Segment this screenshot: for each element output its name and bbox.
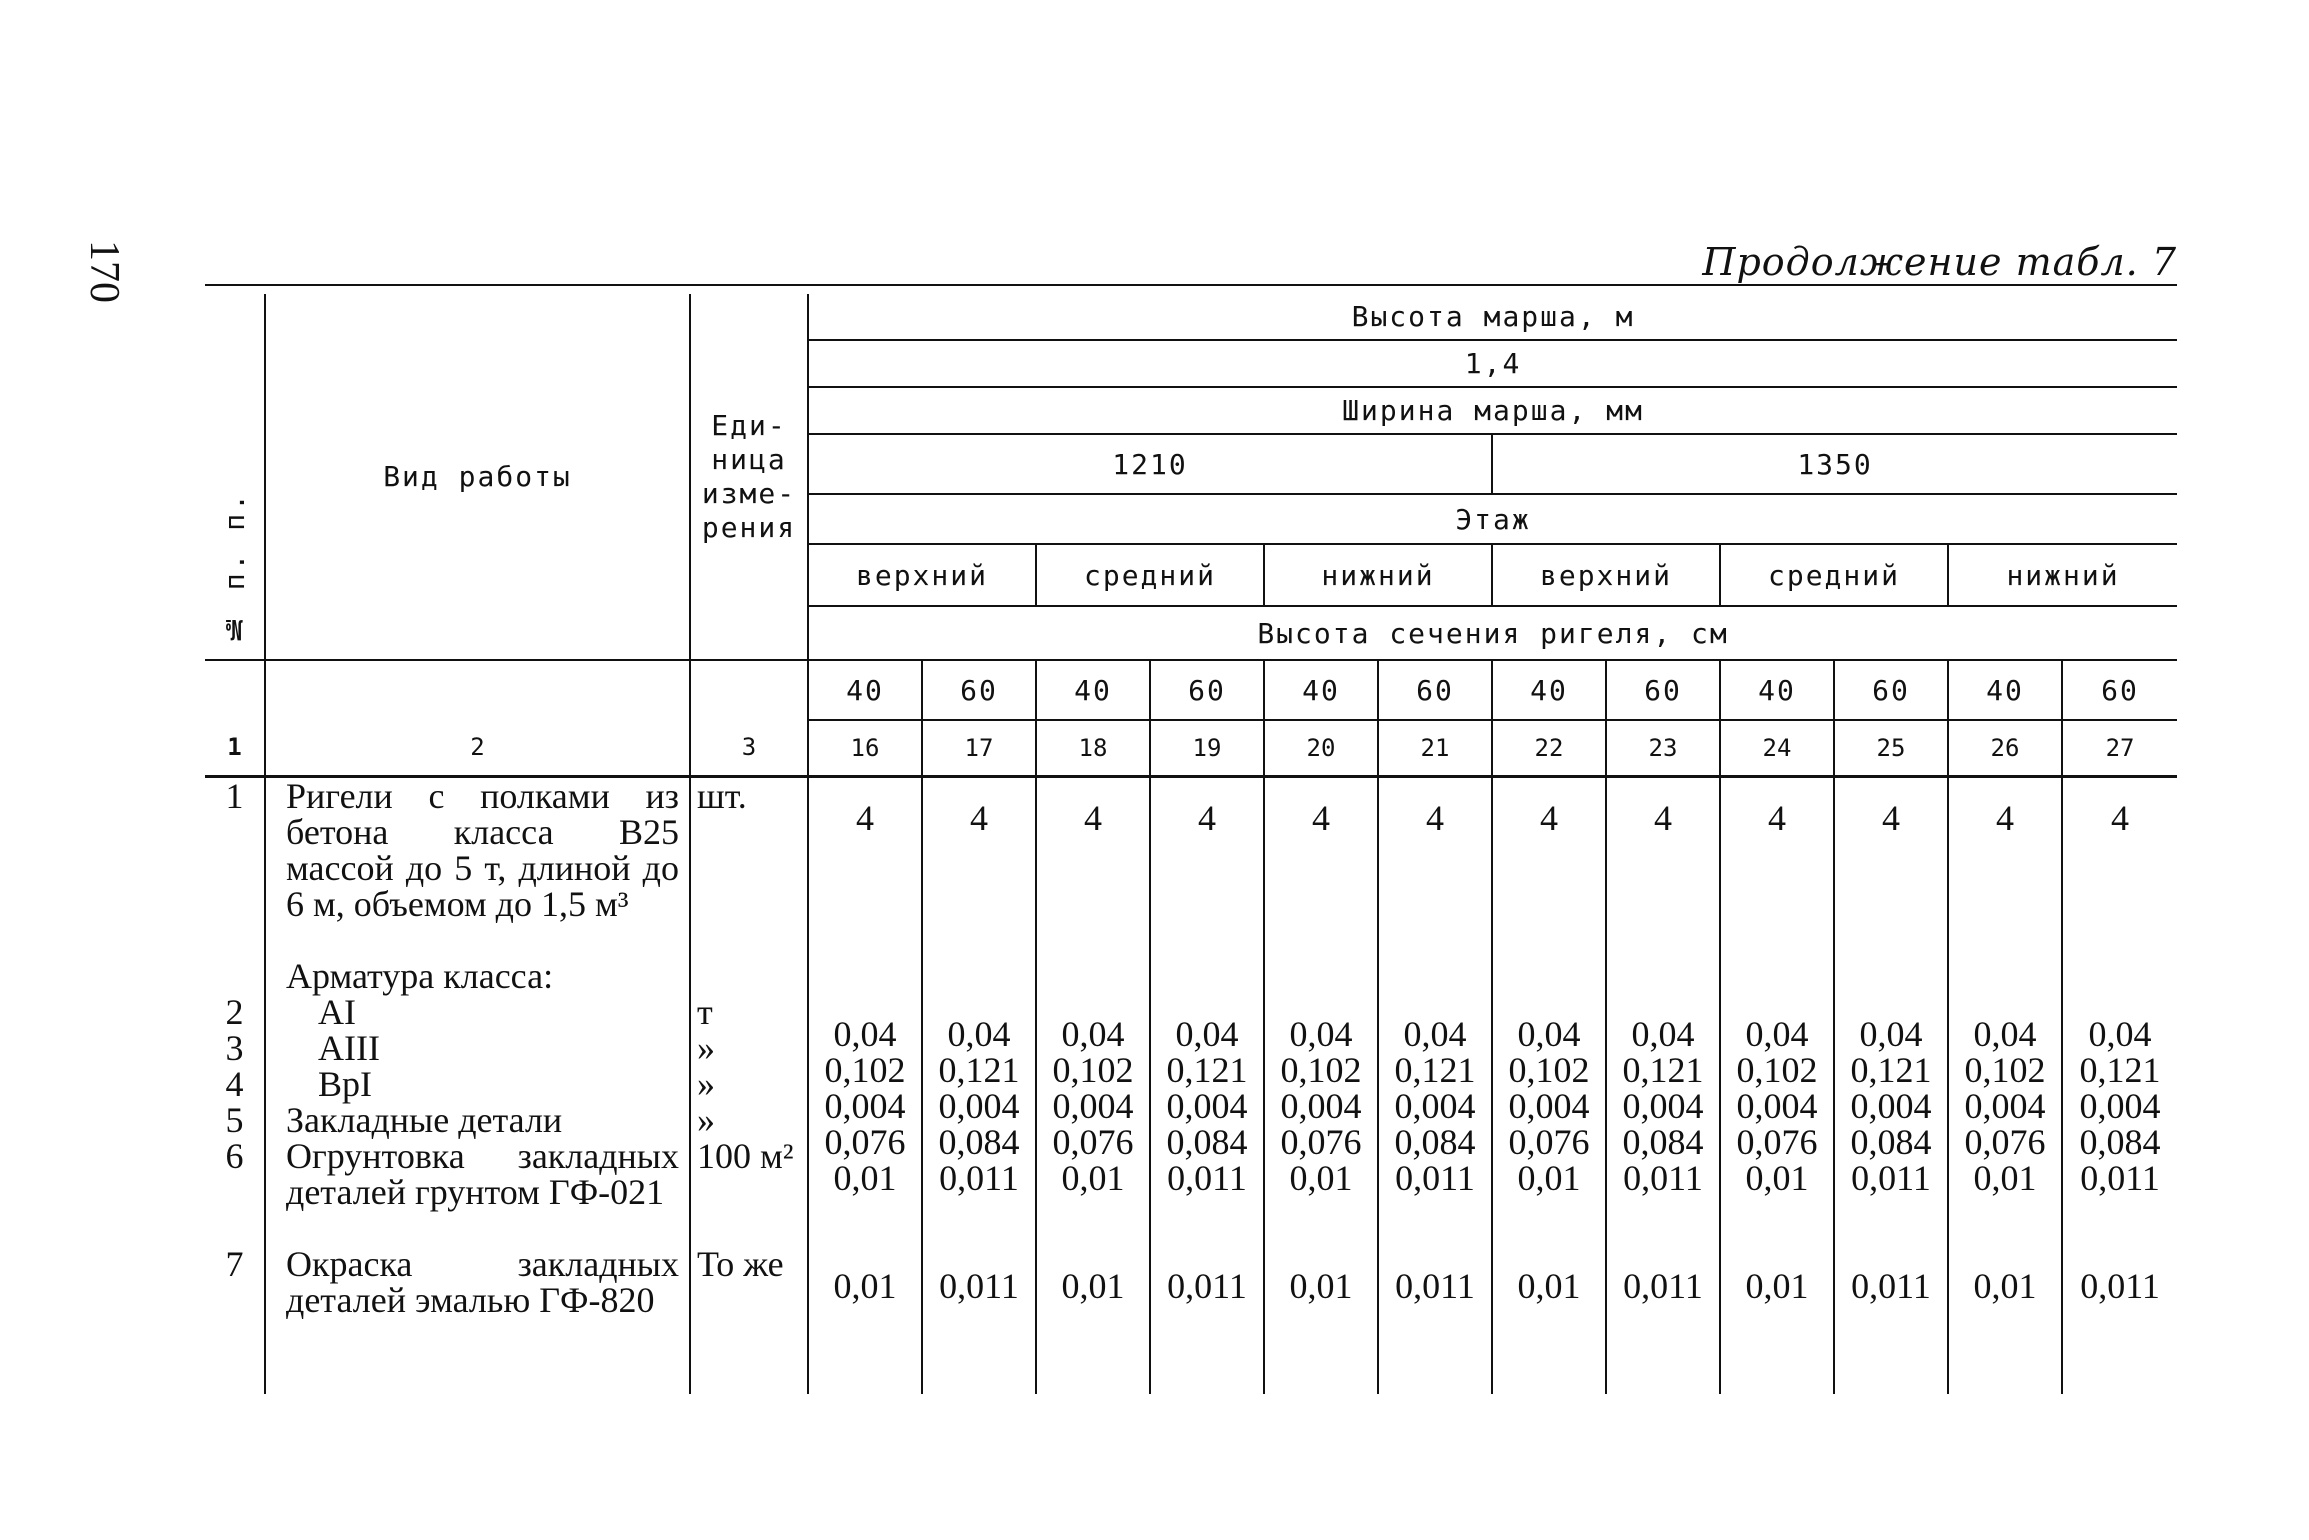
col-number: 20 [1264, 720, 1378, 776]
blank-cell [265, 660, 690, 720]
value-r3: 0,121 [1622, 1049, 1704, 1090]
col-number: 21 [1378, 720, 1492, 776]
value-r3: 0,102 [1736, 1049, 1818, 1090]
col-number: 17 [922, 720, 1036, 776]
value-r2: 0,04 [2088, 1013, 2152, 1054]
value-r4: 0,004 [938, 1085, 1020, 1126]
march-height-title: Высота марша, м [808, 294, 2177, 340]
section-value: 60 [1378, 660, 1492, 720]
value-r6: 0,011 [1851, 1157, 1931, 1198]
value-r3: 0,121 [1394, 1049, 1476, 1090]
value-r6: 0,01 [833, 1157, 897, 1198]
value-r1: 4 [1768, 797, 1786, 838]
section-values-row [205, 660, 2177, 720]
value-r7: 0,01 [833, 1265, 897, 1306]
value-r7: 0,011 [1167, 1265, 1247, 1306]
col-number: 26 [1948, 720, 2062, 776]
value-r3: 0,121 [2079, 1049, 2161, 1090]
value-r1: 4 [1540, 797, 1558, 838]
value-r6: 0,01 [1289, 1157, 1353, 1198]
value-r1: 4 [1882, 797, 1900, 838]
section-value: 60 [2062, 660, 2177, 720]
value-r5: 0,076 [1052, 1121, 1134, 1162]
unit-1: шт. [697, 775, 747, 816]
col-number: 19 [1150, 720, 1264, 776]
section-value: 60 [922, 660, 1036, 720]
work-label-3: AIII [318, 1027, 380, 1068]
section-value: 60 [1150, 660, 1264, 720]
value-r2: 0,04 [1745, 1013, 1809, 1054]
width-1210: 1210 [808, 434, 1492, 494]
value-r1: 4 [1996, 797, 2014, 838]
section-value: 40 [808, 660, 922, 720]
value-col-18 [1036, 776, 1150, 1394]
value-col-27 [2062, 776, 2177, 1394]
section-value: 40 [1264, 660, 1378, 720]
value-r3: 0,102 [1508, 1049, 1590, 1090]
value-r4: 0,004 [1508, 1085, 1590, 1126]
value-r1: 4 [1084, 797, 1102, 838]
blank-cell [205, 660, 265, 720]
value-r3: 0,102 [1052, 1049, 1134, 1090]
table-caption: Продолжение табл. 7 [1702, 240, 2177, 284]
width-1350: 1350 [1492, 434, 2177, 494]
value-r4: 0,004 [1850, 1085, 1932, 1126]
table-body [205, 776, 2177, 1394]
work-label-4: BpI [318, 1063, 372, 1104]
col-number: 1 [205, 720, 265, 776]
value-r2: 0,04 [1061, 1013, 1125, 1054]
value-r7: 0,01 [1517, 1265, 1581, 1306]
table-header [205, 294, 2177, 776]
value-r5: 0,076 [824, 1121, 906, 1162]
value-r4: 0,004 [1280, 1085, 1362, 1126]
work-label-1: Ригели с полками из бетона класса В25 массой до 5 т, длиной до 6 м, объемом до 1,5 м³ [286, 775, 679, 924]
work-label-2: AI [318, 991, 356, 1032]
value-r5: 0,076 [1964, 1121, 2046, 1162]
value-r4: 0,004 [2079, 1085, 2161, 1126]
page-number: 170 [81, 240, 127, 303]
value-col-21 [1378, 776, 1492, 1394]
floor-upper-1350: верхний [1492, 544, 1720, 606]
value-r3: 0,102 [1964, 1049, 2046, 1090]
value-r2: 0,04 [1175, 1013, 1239, 1054]
value-r5: 0,084 [2079, 1121, 2161, 1162]
value-r6: 0,01 [1973, 1157, 2037, 1198]
value-r7: 0,01 [1745, 1265, 1809, 1306]
value-col-23 [1606, 776, 1720, 1394]
value-r1: 4 [1312, 797, 1330, 838]
quantities-table [205, 294, 2177, 1394]
value-r2: 0,04 [947, 1013, 1011, 1054]
row-number: 6 [225, 1135, 244, 1176]
value-r7: 0,01 [1973, 1265, 2037, 1306]
row-number: 4 [225, 1063, 244, 1104]
value-r2: 0,04 [1517, 1013, 1581, 1054]
value-col-25 [1834, 776, 1948, 1394]
value-r6: 0,011 [1395, 1157, 1475, 1198]
value-r2: 0,04 [1973, 1013, 2037, 1054]
march-height-value: 1,4 [808, 340, 2177, 387]
value-r1: 4 [1654, 797, 1672, 838]
col-header-num [205, 294, 265, 660]
floor-lower-1350: нижний [1948, 544, 2177, 606]
section-value: 40 [1948, 660, 2062, 720]
value-r4: 0,004 [1052, 1085, 1134, 1126]
value-r6: 0,01 [1745, 1157, 1809, 1198]
col-number: 25 [1834, 720, 1948, 776]
unit-col [690, 776, 808, 1394]
value-r1: 4 [1198, 797, 1216, 838]
value-r6: 0,011 [1167, 1157, 1247, 1198]
value-r5: 0,076 [1736, 1121, 1818, 1162]
section-value: 40 [1492, 660, 1606, 720]
row-numbers-col [205, 776, 265, 1394]
value-r3: 0,102 [824, 1049, 906, 1090]
col-header-work: Вид работы [265, 294, 690, 660]
value-col-19 [1150, 776, 1264, 1394]
work-label-6: Огрунтовка закладных деталей грунтом ГФ-021 [286, 1135, 679, 1212]
value-r5: 0,084 [1622, 1121, 1704, 1162]
col-number: 18 [1036, 720, 1150, 776]
column-numbers-row [205, 720, 2177, 776]
value-col-20 [1264, 776, 1378, 1394]
floor-middle-1210: средний [1036, 544, 1264, 606]
unit-3: » [697, 1027, 715, 1068]
section-title: Высота сечения ригеля, см [808, 606, 2177, 660]
armature-title: Арматура класса: [286, 955, 554, 996]
floor-middle-1350: средний [1720, 544, 1948, 606]
value-r7: 0,011 [1395, 1265, 1475, 1306]
value-r7: 0,01 [1289, 1265, 1353, 1306]
col-header-num-text: № п. п. [218, 490, 251, 646]
table-row [205, 776, 2177, 1394]
row-number: 5 [225, 1099, 244, 1140]
value-r2: 0,04 [1289, 1013, 1353, 1054]
unit-4: » [697, 1063, 715, 1104]
value-r4: 0,004 [1166, 1085, 1248, 1126]
value-r5: 0,084 [1850, 1121, 1932, 1162]
work-label-5: Закладные детали [286, 1099, 563, 1140]
blank-cell [690, 660, 808, 720]
march-width-title: Ширина марша, мм [808, 387, 2177, 434]
value-r2: 0,04 [833, 1013, 897, 1054]
row-number: 3 [225, 1027, 244, 1068]
col-number: 23 [1606, 720, 1720, 776]
value-col-24 [1720, 776, 1834, 1394]
value-r6: 0,01 [1517, 1157, 1581, 1198]
value-r2: 0,04 [1403, 1013, 1467, 1054]
work-label-7: Окраска закладных деталей эмалью ГФ-820 [286, 1243, 679, 1320]
col-number: 27 [2062, 720, 2177, 776]
value-r7: 0,011 [1851, 1265, 1931, 1306]
value-col-16 [808, 776, 922, 1394]
unit-6: 100 м² [697, 1135, 794, 1176]
value-col-17 [922, 776, 1036, 1394]
section-value: 40 [1036, 660, 1150, 720]
col-number: 22 [1492, 720, 1606, 776]
unit-2: т [697, 991, 713, 1032]
floor-lower-1210: нижний [1264, 544, 1492, 606]
top-rule [205, 284, 2177, 286]
value-r6: 0,011 [939, 1157, 1019, 1198]
section-value: 60 [1606, 660, 1720, 720]
value-col-22 [1492, 776, 1606, 1394]
value-r2: 0,04 [1631, 1013, 1695, 1054]
value-r5: 0,084 [1166, 1121, 1248, 1162]
floor-upper-1210: верхний [808, 544, 1036, 606]
section-value: 60 [1834, 660, 1948, 720]
row-number: 7 [225, 1243, 244, 1284]
col-number: 16 [808, 720, 922, 776]
value-r3: 0,121 [1850, 1049, 1932, 1090]
value-r1: 4 [2111, 797, 2130, 838]
value-r4: 0,004 [1394, 1085, 1476, 1126]
section-value: 40 [1720, 660, 1834, 720]
unit-7: То же [697, 1243, 784, 1284]
value-r7: 0,011 [2080, 1265, 2160, 1306]
value-r6: 0,011 [1623, 1157, 1703, 1198]
value-r4: 0,004 [824, 1085, 906, 1126]
col-number: 3 [690, 720, 808, 776]
value-r6: 0,01 [1061, 1157, 1125, 1198]
value-r1: 4 [970, 797, 988, 838]
col-number: 2 [265, 720, 690, 776]
row-number: 2 [225, 991, 244, 1032]
value-r4: 0,004 [1964, 1085, 2046, 1126]
col-number: 24 [1720, 720, 1834, 776]
work-description-col [265, 776, 690, 1394]
unit-5: » [697, 1099, 715, 1140]
value-r5: 0,076 [1280, 1121, 1362, 1162]
floor-title: Этаж [808, 494, 2177, 544]
value-r3: 0,102 [1280, 1049, 1362, 1090]
value-r7: 0,011 [939, 1265, 1019, 1306]
col-header-unit: Еди- ница изме- рения [690, 294, 808, 660]
value-r5: 0,076 [1508, 1121, 1590, 1162]
value-r5: 0,084 [1394, 1121, 1476, 1162]
value-r5: 0,084 [938, 1121, 1020, 1162]
value-r6: 0,011 [2080, 1157, 2160, 1198]
value-r7: 0,011 [1623, 1265, 1703, 1306]
value-r3: 0,121 [1166, 1049, 1248, 1090]
row-number: 1 [225, 775, 244, 816]
value-r4: 0,004 [1622, 1085, 1704, 1126]
value-r1: 4 [856, 797, 874, 838]
value-col-26 [1948, 776, 2062, 1394]
value-r2: 0,04 [1859, 1013, 1923, 1054]
value-r4: 0,004 [1736, 1085, 1818, 1126]
value-r3: 0,121 [938, 1049, 1020, 1090]
value-r1: 4 [1426, 797, 1444, 838]
value-r7: 0,01 [1061, 1265, 1125, 1306]
